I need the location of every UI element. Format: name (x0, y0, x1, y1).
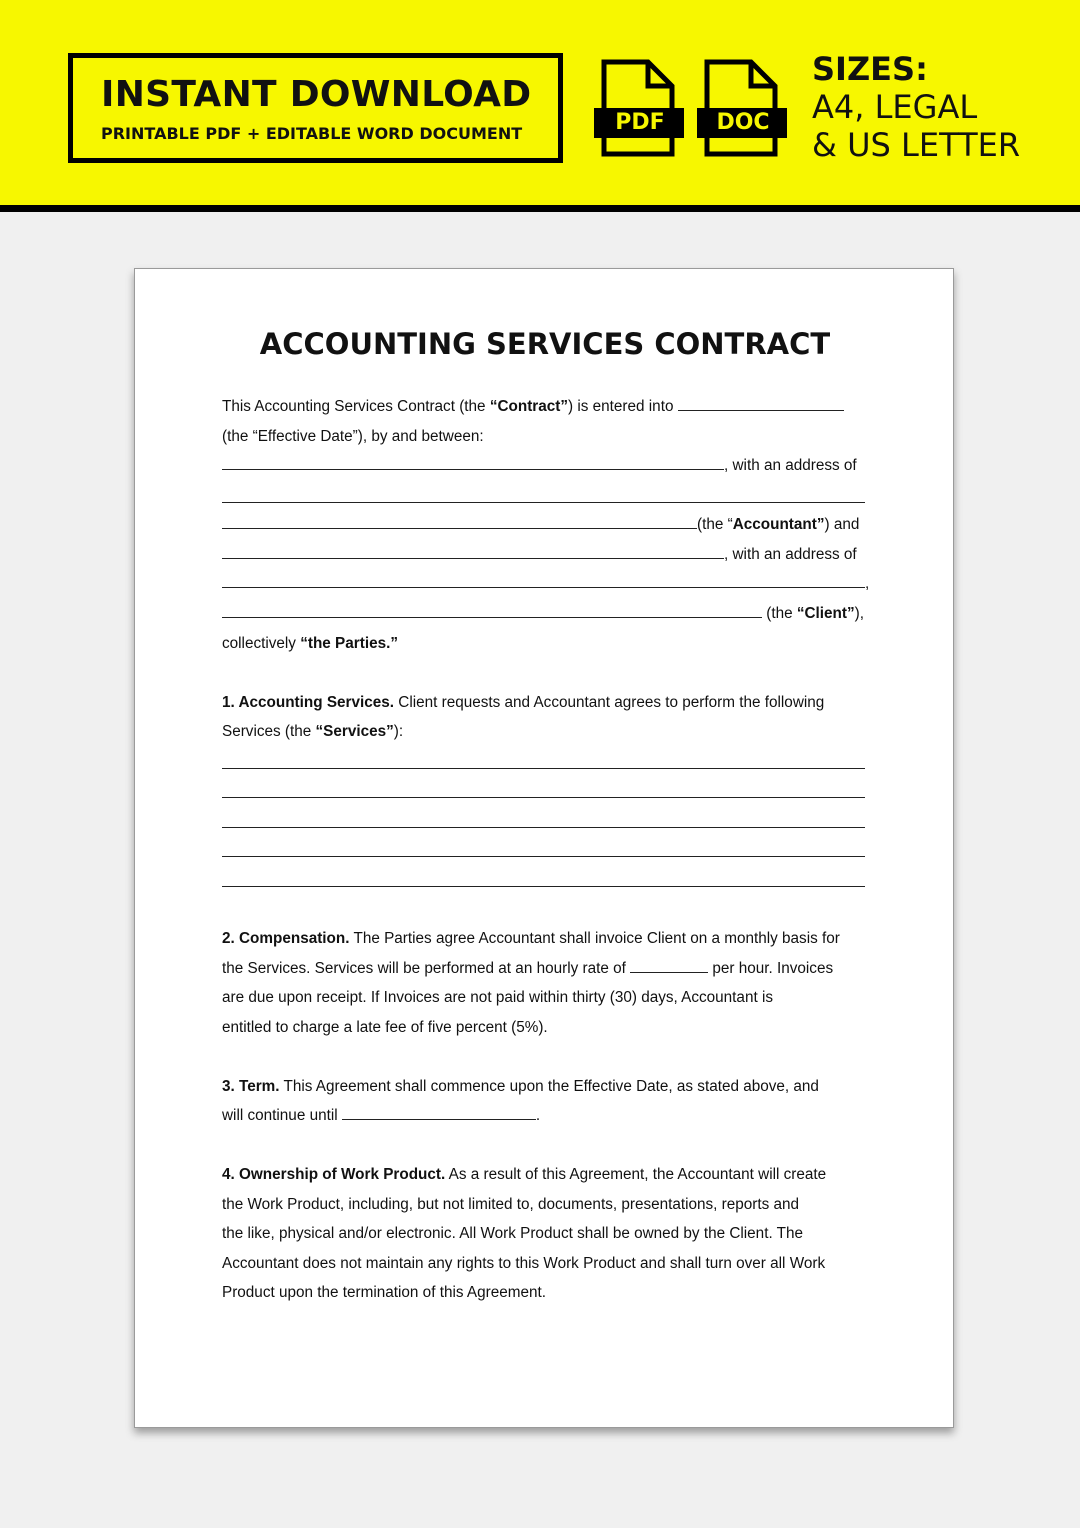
promo-banner (0, 0, 1080, 212)
client-name-line (222, 540, 868, 570)
address-text: , with an address of (724, 546, 857, 563)
services-term: “Services” (315, 723, 394, 740)
parties-term: “the Parties.” (300, 635, 398, 652)
section-2-text: the Services. Services will be performed at an hourly rate of (222, 960, 631, 977)
section-4-line-4: Accountant does not maintain any rights to this Work Product and shall turn over all Work (222, 1255, 826, 1272)
section-2-text: The Parties agree Accountant shall invoice Client on a monthly basis for (349, 930, 840, 947)
section-3-heading: 3. Term. (222, 1078, 280, 1095)
section-2-line-4: entitled to charge a late fee of five percent (5%). (222, 1019, 548, 1036)
section-1-line-1 (222, 688, 868, 718)
services-blank-3 (222, 827, 865, 828)
accountant-text: ) and (824, 516, 860, 533)
address-text: , with an address of (724, 457, 857, 474)
accountant-name-blank (222, 451, 724, 470)
section-1-heading: 1. Accounting Services. (222, 694, 395, 711)
banner-title: INSTANT DOWNLOAD (101, 74, 532, 115)
client-term: “Client” (796, 605, 855, 622)
section-4-heading: 4. Ownership of Work Product. (222, 1166, 446, 1183)
sizes-heading: SIZES: (812, 50, 928, 88)
accountant-line (222, 510, 868, 540)
end-date-blank (342, 1101, 536, 1120)
parties-line (222, 629, 868, 659)
sizes-line-2: & US LETTER (812, 126, 1021, 164)
contract-title: ACCOUNTING SERVICES CONTRACT (259, 327, 831, 361)
doc-label: DOC (716, 110, 770, 135)
client-name-blank (222, 540, 724, 559)
client-line (222, 599, 868, 629)
client-address-line (222, 569, 868, 599)
banner-subtitle: PRINTABLE PDF + EDITABLE WORD DOCUMENT (101, 124, 523, 143)
contract-page (134, 268, 954, 1428)
section-1-text: ): (393, 723, 404, 740)
section-3-text: This Agreement shall commence upon the Effective Date, as stated above, and (279, 1078, 819, 1095)
section-4-line-1 (222, 1160, 868, 1190)
accountant-text: (the “ (697, 516, 733, 533)
client-address-blank-2 (222, 599, 762, 618)
pdf-file-icon (594, 58, 686, 158)
services-blank-1 (222, 768, 865, 769)
accountant-address-blank (222, 502, 865, 503)
section-2-line-1 (222, 924, 868, 954)
section-4-line-2: the Work Product, including, but not limited to, documents, presentations, reports and (222, 1196, 800, 1213)
intro-text: This Accounting Services Contract (the (222, 398, 490, 415)
accountant-term: Accountant” (732, 516, 825, 533)
section-1-line-2 (222, 717, 868, 747)
services-blank-2 (222, 797, 865, 798)
section-2-text: per hour. Invoices (708, 960, 834, 977)
sizes-info (812, 50, 1020, 164)
section-4-line-3: the like, physical and/or electronic. All Work Product shall be owned by the Client. The (222, 1225, 804, 1242)
section-2-line-3: are due upon receipt. If Invoices are not paid within thirty (30) days, Accountant is (222, 989, 773, 1006)
section-3-text: . (535, 1107, 541, 1124)
section-3-text: will continue until (222, 1107, 342, 1124)
client-address-blank (222, 569, 865, 588)
sizes-line-1: A4, LEGAL (812, 88, 978, 126)
section-2-heading: 2. Compensation. (222, 930, 350, 947)
intro-text: ) is entered into (568, 398, 678, 415)
client-text: (the (762, 605, 797, 622)
instant-download-box (68, 53, 563, 163)
date-blank (678, 392, 844, 411)
doc-file-icon (697, 58, 789, 158)
services-blank-4 (222, 856, 865, 857)
section-3-line-1 (222, 1072, 868, 1102)
section-1-text: Client requests and Accountant agrees to perform the following (394, 694, 825, 711)
section-1-text: Services (the (222, 723, 316, 740)
client-text: ), (854, 605, 865, 622)
intro-line-1 (222, 392, 868, 422)
intro-line-2: (the “Effective Date”), by and between: (222, 428, 484, 445)
parties-text: collectively (222, 635, 301, 652)
section-2-line-2 (222, 954, 868, 984)
section-4-text: As a result of this Agreement, the Accountant will create (445, 1166, 827, 1183)
comma-text: , (865, 575, 870, 592)
section-4-line-5: Product upon the termination of this Agreement. (222, 1284, 546, 1301)
accountant-name-line (222, 451, 868, 481)
pdf-label: PDF (615, 110, 665, 135)
hourly-rate-blank (630, 954, 708, 973)
section-3-line-2 (222, 1101, 868, 1131)
accountant-address-blank-2 (222, 510, 697, 529)
services-blank-5 (222, 886, 865, 887)
contract-term: “Contract” (489, 398, 569, 415)
